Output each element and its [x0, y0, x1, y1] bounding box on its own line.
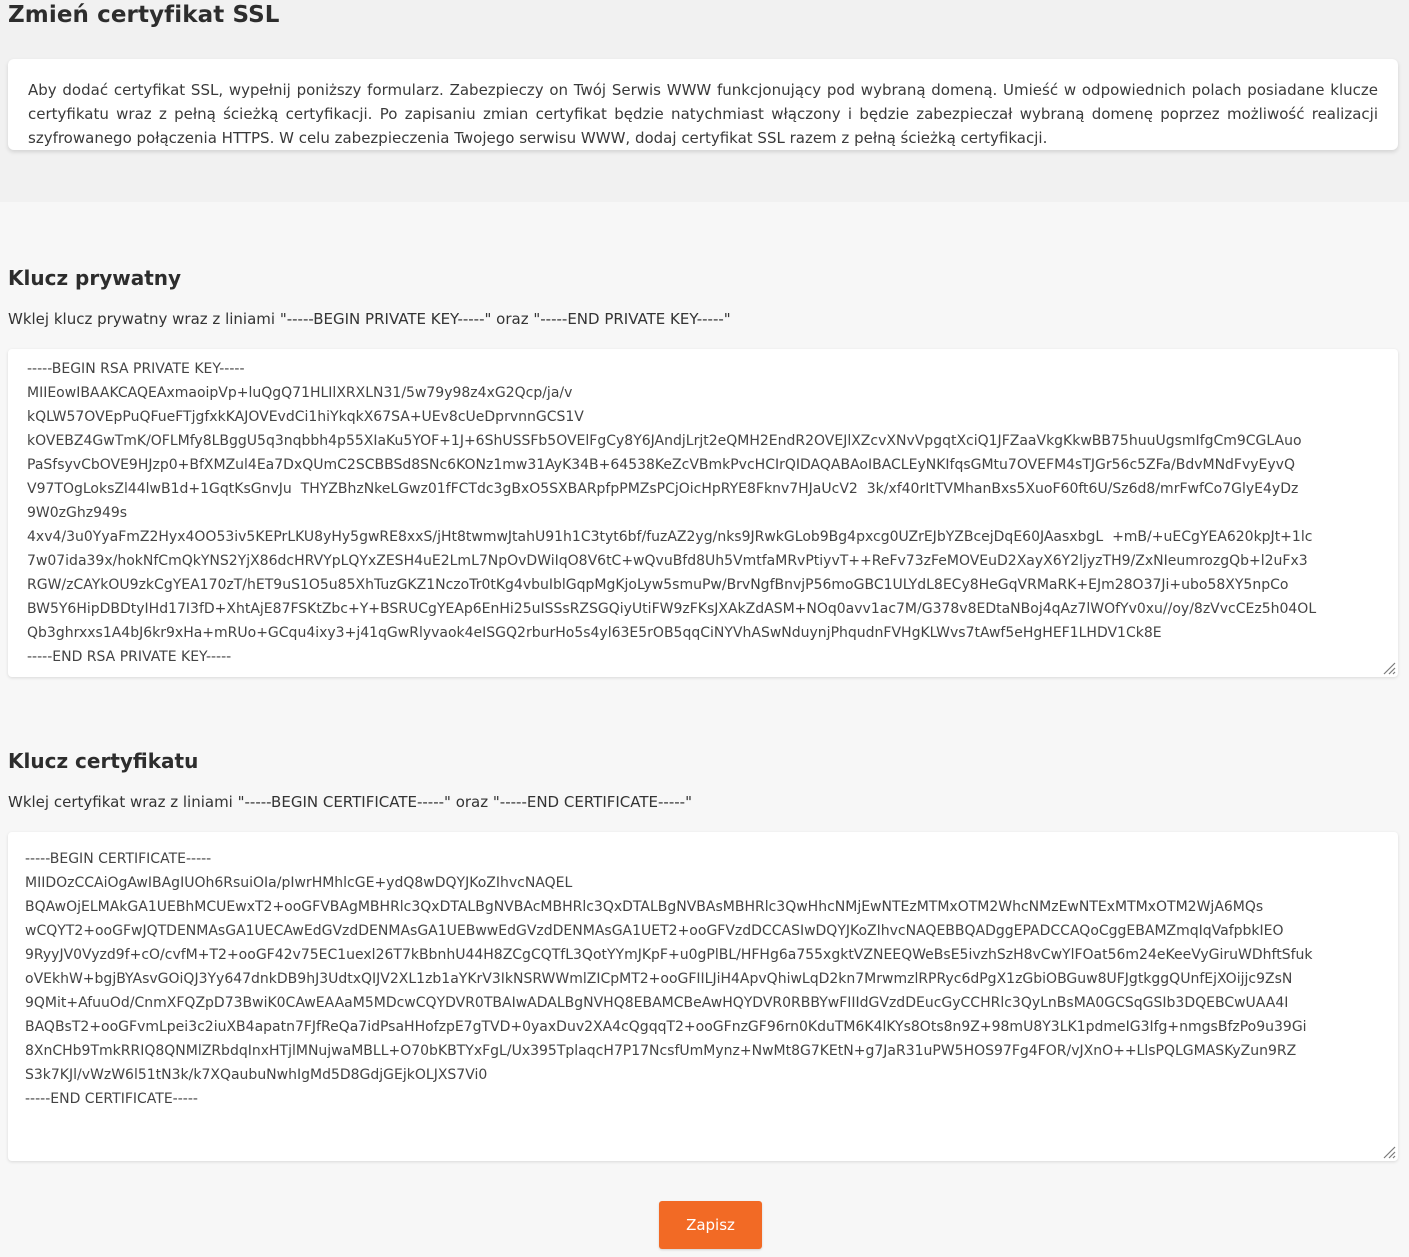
save-button[interactable]: Zapisz [659, 1201, 762, 1249]
info-text: Aby dodać certyfikat SSL, wypełnij poniższy formularz. Zabezpieczy on Twój Serwis WWW funkcjonujący pod wybraną domeną. Umieść w odpowiednich polach posiadane klucze certyfikatu wraz z pełną ścieżką certyfikacji. Po zapisaniu zmian certyfikat będzie natychmiast włączony i będzie zabezpieczał wybraną domenę poprzez możliwość realizacji szyfrowanego połączenia HTTPS. W celu zabezpieczenia Twojego serwisu WWW, dodaj certyfikat SSL razem z pełną ścieżką certyfikacji. [28, 81, 1378, 147]
info-card [8, 59, 1398, 150]
private-key-textarea[interactable] [8, 349, 1398, 677]
private-key-hint: Wklej klucz prywatny wraz z liniami "-----BEGIN PRIVATE KEY-----" oraz "-----END PRIVATE KEY-----" [8, 310, 731, 328]
certificate-title: Klucz certyfikatu [8, 749, 199, 773]
resize-grip-icon[interactable] [1382, 661, 1396, 675]
page-title: Zmień certyfikat SSL [8, 2, 280, 28]
certificate-value: -----BEGIN CERTIFICATE----- MIIDOzCCAiOgAwIBAgIUOh6RsuiOIa/pIwrHMhlcGE+ydQ8wDQYJKoZIhvcNAQEL BQAwOjELMAkGA1UEBhMCUEwxT2+ooGFVBAgMBHRlc3QxDTALBgNVBAcMBHRlc3QxDTALBgNVBAsMBHRlc3QwHhcNMjEwNTEzMTMxOTM2WhcNMzEwNTExMTMxOTM2WjA6MQs wCQYT2+ooGFwJQTDENMAsGA1UECAwEdGVzdDENMAsGA1UEBwwEdGVzdDENMAsGA1UET2+ooGFVzdDCCASIwDQYJKoZIhvcNAQEBBQADggEPADCCAQoCggEBAMZmqIqVafpbkIEO 9RyyJV0Vyzd9f+cO/cvfM+T2+ooGF42v75EC1uexl26T7kBbnhU44H8ZCgCQTfL3QotYYmJKpF+u0gPlBL/HFHg6a755xgktVZNEEQWeBsE5ivzhSzH8vCwYlFOat56m24eKeeVyGiruWDhftSfuk oVEkhW+bgjBYAsvGOiQJ3Yy647dnkDB9hJ3UdtxQIJV2XL1zb1aYKrV3IkNSRWWmlZICpMT2+ooGFIILJiH4ApvQhiwLqD2kn7MrwmzlRPRyc6dPgX1zGbiOBGuw8UFJgtkggQUnfEjXOijjc9ZsN 9QMit+AfuuOd/CnmXFQZpD73BwiK0CAwEAAaM5MDcwCQYDVR0TBAIwADALBgNVHQ8EBAMCBeAwHQYDVR0RBBYwFIIIdGVzdDEucGyCCHRlc3QyLnBsMA0GCSqGSIb3DQEBCwUAA4I BAQBsT2+ooGFvmLpei3c2iuXB4apatn7FJfReQa7idPsaHHofzpE7gTVD+0yaxDuv2XA4cQgqqT2+ooGFnzGF96rn0KduTM6K4lKYs8Ots8n9Z+98mU8Y3LK1pdmeIG3Ifg+nmgsBfzPo9u39Gi 8XnCHb9TmkRRIQ8QNMlZRbdqInxHTjlMNujwaMBLL+O70bKBTYxFgL/Ux395TplaqcH7P17NcsfUmMynz+NwMt8G7KEtN+g7JaR31uPW5HOS97Fg4FOR/vJXnO++LlsPQLGMASKyZun9RZ S3k7KJl/vWzW6l51tN3k/k7XQaubuNwhIgMd5D8GdjGEjkOLJXS7Vi0 -----END CERTIFICATE----- [25, 851, 1313, 1107]
private-key-title: Klucz prywatny [8, 266, 182, 290]
certificate-textarea[interactable] [8, 832, 1398, 1161]
certificate-hint: Wklej certyfikat wraz z liniami "-----BEGIN CERTIFICATE-----" oraz "-----END CERTIFICATE-----" [8, 793, 692, 811]
private-key-value: -----BEGIN RSA PRIVATE KEY----- MIIEowIBAAKCAQEAxmaoipVp+luQgQ71HLIlXRXLN31/5w79y98z4xG2Qcp/ja/v kQLW57OVEpPuQFueFTjgfxkKAJOVEvdCi1hiYkqkX67SA+UEv8cUeDprvnnGCS1V kOVEBZ4GwTmK/OFLMfy8LBggU5q3nqbbh4p55XIaKu5YOF+1J+6ShUSSFb5OVElFgCy8Y6JAndjLrjt2eQMH2EndR2OVEJlXZcvXNvVpgqtXciQ1JFZaaVkgKkwBB75huuUgsmIfgCm9CGLAuo PaSfsyvCbOVE9HJzp0+BfXMZul4Ea7DxQUmC2SCBBSd8SNc6KONz1mw31AyK34B+64538KeZcVBmkPvcHCIrQIDAQABAoIBACLEyNKIfqsGMtu7OVEFM4sTJGr56c5ZFa/BdvMNdFvyEyvQ V97TOgLoksZl44lwB1d+1GqtKsGnvJu THYZBhzNkeLGwz01fFCTdc3gBxO5SXBARpfpPMZsPCjOicHpRYE8Fknv7HJaUcV2 3k/xf40rItTVMhanBxs5XuoF60ft6U/Sz6d8/mrFwfCo7GlyE4yDz 9W0zGhz949s 4xv4/3u0YyaFmZ2Hyx4OO53iv5KEPrLKU8yHy5gwRE8xxS/jHt8twmwJtahU91h1C3tyt6bf/fuzAZ2yg/nks9JRwkGLob9Bg4pxcg0UZrEJbYZBcejDqE60JAasxbgL +mB/+uECgYEA620kpJt+1lc 7w07ida39x/hokNfCmQkYNS2YjX86dcHRVYpLQYxZESH4uE2LmL7NpOvDWiIqO8V6tC+wQvuBfd8Uh5VmtfaMRvPtiyvT++ReFv73zFeMOVEuD2XayX6Y2ljyzTH9/ZxNIeumrozgQb+l2uFx3 RGW/zCAYkOU9zkCgYEA170zT/hET9uS1O5u85XhTuzGKZ1NczoTr0tKg4vbuIblGqpMgKjoLyw5smuPw/BrvNgfBnvjP56moGBC1ULYdL8ECy8HeGqVRMaRK+EJm28O37Ji+ubo58XY5npCo BW5Y6HipDBDtyIHd17I3fD+XhtAjE87FSKtZbc+Y+BSRUCgYEAp6EnHi25uISSsRZSGQiyUtiFW9zFKsJXAkZdASM+NOq0avv1ac7M/G378v8EDtaNBoj4qAz7lWOfYv0xu//oy/8zVvcCEz5h04OL Qb3ghrxxs1A4bJ6kr9xHa+mRUo+GCqu4ixy3+j41qGwRlyvaok4eISGQ2rburHo5s4yl63E5rOB5qqCiNYVhASwNduynjPhqudnFVHgKLWvs7tAwf5eHgHEF1LHDV1Ck8E -----END RSA PRIVATE KEY----- [27, 361, 1317, 665]
resize-grip-icon[interactable] [1382, 1145, 1396, 1159]
